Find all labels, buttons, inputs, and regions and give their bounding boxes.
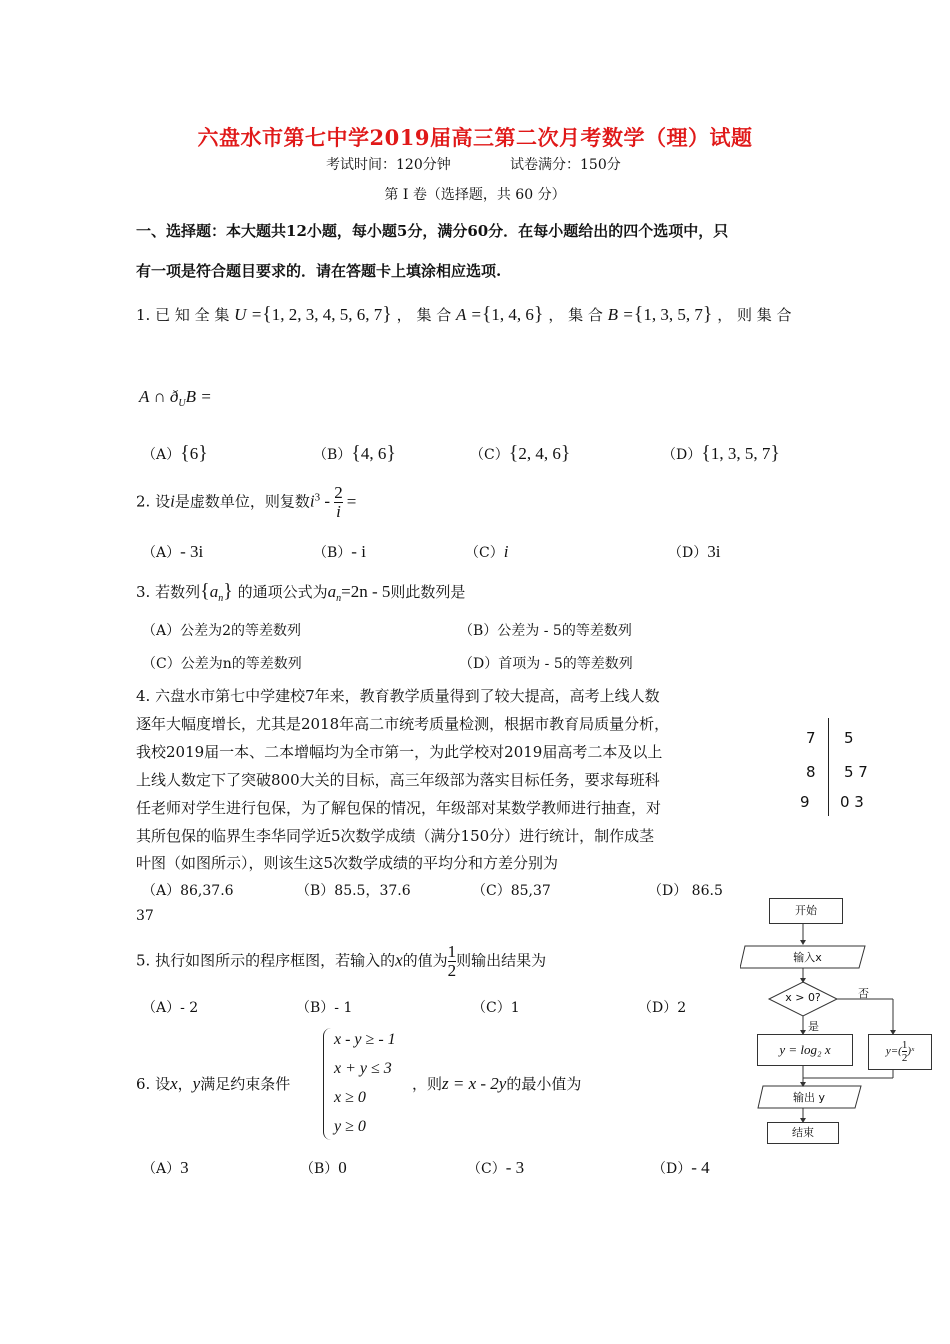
q2-option-d: （D）3i	[668, 542, 721, 561]
leaf-7: 5	[844, 729, 854, 747]
stem-7: 7	[806, 729, 816, 747]
q4-option-b: （B）85.5，37.6	[296, 883, 411, 899]
q1-expression: A ∩ $ð_UB$ =	[139, 387, 212, 410]
q4-option-d: （D） 86.5	[648, 883, 723, 899]
q1-text: 1. 已 知 全 集 U ={1, 2, 3, 4, 5, 6, 7} ， 集 合 A ={1, 4, 6} ， 集 合 B ={1, 3, 5, 7} ， 则 集 合	[136, 303, 792, 325]
flowchart-lines	[740, 890, 930, 1160]
exam-title: 六盘水市第七中学2019届高三第二次月考数学（理）试题	[197, 125, 753, 150]
flowchart-exp-box: y=( $\frac{1}{2}$ )ˣ	[868, 1034, 932, 1070]
section-heading: 第 I 卷（选择题，共 60 分）	[384, 187, 566, 203]
stem-9: 9	[800, 793, 810, 811]
q6-constraint-3: x ≥ 0	[334, 1089, 366, 1106]
q4-line-5: 任老师对学生进行包保，为了解包保的情况，年级部对某数学教师进行抽查，对	[136, 799, 662, 817]
q3-option-a: （A）公差为2的等差数列	[142, 623, 302, 639]
exam-time: 考试时间：120分钟	[326, 157, 451, 173]
q4-line-1: 4. 六盘水市第七中学建校7年来，教育教学质量得到了较大提高，高考上线人数	[136, 687, 660, 705]
stem-leaf-divider	[828, 718, 829, 816]
q1-option-a: （A）{6}	[142, 442, 208, 464]
flowchart-condition: x > 0?	[785, 991, 821, 1004]
exam-score: 试卷满分：150分	[510, 157, 621, 173]
stem-8: 8	[806, 763, 816, 781]
flowchart-input: 输入x	[793, 951, 822, 964]
flowchart-log-box: y = log₂ x	[757, 1034, 853, 1066]
q2-option-b: （B）- i	[313, 542, 366, 561]
flowchart-no-label: 否	[858, 987, 869, 1000]
q3-text: 3. 若数列$\{a_n\}$ 的通项公式为$a_n=2n - 5$则此数列是	[136, 580, 466, 604]
flowchart-end: 结束	[767, 1122, 839, 1144]
flowchart-output: 输出 y	[792, 1091, 825, 1104]
q6-constraint-brace	[323, 1028, 332, 1140]
q2-option-c: （C）i	[465, 542, 509, 561]
q4-line-6: 其所包保的临界生李华同学近5次数学成绩（满分150分）进行统计，制作成茎	[136, 827, 655, 845]
q1-option-b: （B）{4, 6}	[313, 442, 397, 464]
q6-option-b: （B）0	[300, 1158, 347, 1177]
q4-option-c: （C）85,37	[472, 883, 551, 899]
q6-text: 6. 设x，y满足约束条件	[136, 1074, 291, 1093]
q6-option-c: （C）- 3	[467, 1158, 525, 1177]
q1-option-d: （D）{1, 3, 5, 7}	[662, 442, 780, 464]
flowchart-yes-label: 是	[808, 1020, 819, 1033]
q5-option-a: （A）- 2	[142, 1000, 199, 1016]
q2-option-a: （A）- 3i	[142, 542, 204, 561]
q3-option-b: （B）公差为 - 5的等差数列	[459, 623, 632, 639]
q6-constraint-1: x - y ≥ - 1	[334, 1031, 396, 1048]
q4-line-4: 上线人数定下了突破800大关的目标，高三年级部为落实目标任务，要求每班科	[136, 771, 660, 789]
q4-line-7: 叶图（如图所示），则该生这5次数学成绩的平均分和方差分别为	[136, 854, 559, 872]
q4-line-3: 我校2019届一本、二本增幅均为全市第一，为此学校对2019届高考二本及以上	[136, 743, 663, 761]
q5-text: 5. 执行如图所示的程序框图，若输入的x的值为 $\frac{1}{2}$ 则输出结果为	[136, 942, 547, 980]
q3-option-c: （C）公差为n的等差数列	[142, 656, 302, 672]
q5-option-d: （D）2	[638, 1000, 687, 1016]
q4-option-a: （A）86,37.6	[142, 883, 234, 899]
instructions-line2: 有一项是符合题目要求的．请在答题卡上填涂相应选项.	[136, 262, 502, 280]
q6-option-d: （D）- 4	[652, 1158, 710, 1177]
leaf-9: 0 3	[840, 793, 864, 811]
leaf-8: 5 7	[844, 763, 868, 781]
q6-constraint-4: y ≥ 0	[334, 1118, 366, 1135]
q2-text: 2. 设i是虚数单位，则复数$i^3$ - $\frac{2}{i}$ =	[136, 483, 357, 521]
q4-option-d-overflow: 37	[136, 908, 154, 924]
q5-option-c: （C）1	[472, 1000, 520, 1016]
q6-constraint-2: x + y ≤ 3	[334, 1060, 392, 1077]
q4-line-2: 逐年大幅度增长，尤其是2018年高二市统考质量检测，根据市教育局质量分析，	[136, 715, 670, 733]
q1-option-c: （C）{2, 4, 6}	[470, 442, 571, 464]
flowchart-start: 开始	[769, 898, 843, 924]
q6-option-a: （A）3	[142, 1158, 189, 1177]
instructions-line1: 一、选择题：本大题共12小题，每小题5分，满分60分．在每小题给出的四个选项中，只	[136, 222, 729, 240]
q6-objective: ，则z = x - 2y的最小值为	[412, 1074, 582, 1093]
q3-option-d: （D）首项为 - 5的等差数列	[459, 656, 633, 672]
q5-option-b: （B）- 1	[296, 1000, 353, 1016]
